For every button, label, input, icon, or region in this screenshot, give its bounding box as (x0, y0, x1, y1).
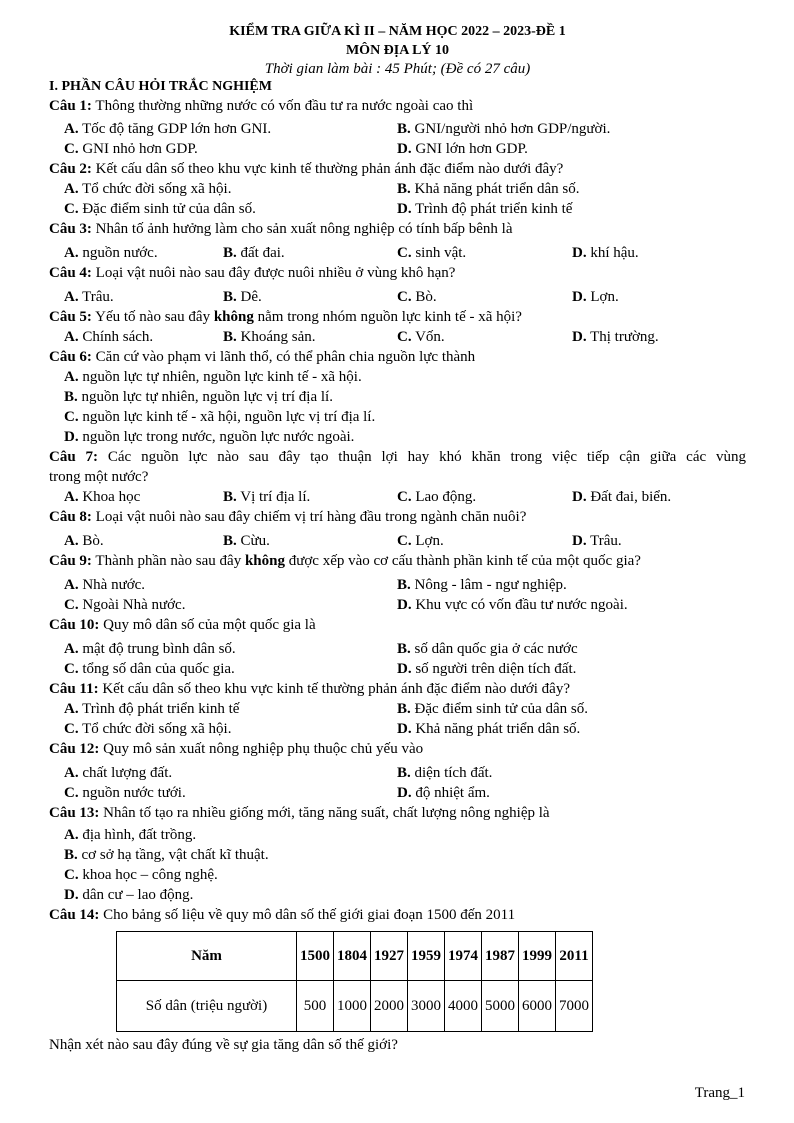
option-c[interactable]: C. tổng số dân của quốc gia. (64, 661, 235, 677)
option-b[interactable]: B. Cừu. (223, 533, 270, 549)
year-cell: 1999 (519, 932, 556, 981)
option-d[interactable]: D. Khu vực có vốn đầu tư nước ngoài. (397, 597, 628, 613)
question-8 (49, 507, 746, 527)
question-text: Kết cấu dân số theo khu vực kinh tế thường phản ánh đặc điểm nào dưới đây? (102, 681, 570, 697)
table-row (117, 981, 593, 1032)
option-a[interactable]: A. Tổ chức đời sống xã hội. (64, 181, 232, 197)
table-row (117, 932, 593, 981)
question-text: Thông thường những nước có vốn đầu tư ra nước ngoài cao thì (95, 98, 474, 114)
question-2 (49, 159, 746, 179)
option-a[interactable]: A. chất lượng đất. (64, 765, 173, 781)
option-d[interactable]: D. Đất đai, biển. (572, 489, 672, 505)
option-b[interactable]: B. diện tích đất. (397, 765, 493, 781)
option-c[interactable]: C. nguồn lực kinh tế - xã hội, nguồn lực vị trí địa lí. (64, 409, 376, 425)
option-b[interactable]: B. Nông - lâm - ngư nghiệp. (397, 577, 567, 593)
question-7 (49, 447, 746, 467)
year-cell: 1974 (445, 932, 482, 981)
options-row (49, 783, 746, 803)
option-b[interactable]: B. Khả năng phát triển dân số. (397, 181, 580, 197)
option-d[interactable]: D. Lợn. (572, 289, 619, 305)
option-a[interactable]: A. Khoa học (64, 489, 141, 505)
value-cell: 1000 (334, 981, 371, 1032)
question-label: Câu 12: (49, 741, 100, 757)
option-c[interactable]: C. Ngoài Nhà nước. (64, 597, 186, 613)
options-row (49, 699, 746, 719)
question-label: Câu 13: (49, 805, 100, 821)
option-c[interactable]: C. Tổ chức đời sống xã hội. (64, 721, 232, 737)
options-row (49, 639, 746, 659)
question-text: Kết cấu dân số theo khu vực kinh tế thường phản ánh đặc điểm nào dưới đây? (95, 161, 564, 177)
options-row (49, 179, 746, 199)
options-row (49, 327, 746, 347)
question-label: Câu 8: (49, 509, 92, 525)
question-12 (49, 739, 746, 759)
question-5: Câu 5: Yếu tố nào sau đây không nằm trong nhóm nguồn lực kinh tế - xã hội? (49, 309, 522, 325)
question-label: Câu 4: (49, 265, 92, 281)
options-row (49, 719, 746, 739)
option-c[interactable]: C. khoa học – công nghệ. (64, 867, 218, 883)
question-4 (49, 263, 746, 283)
value-cell: 3000 (408, 981, 445, 1032)
question-text: Loại vật nuôi nào sau đây chiếm vị trí hàng đầu trong ngành chăn nuôi? (95, 509, 527, 525)
options-row (49, 531, 746, 551)
question-14 (49, 905, 746, 925)
exam-page (49, 22, 746, 1055)
option-a[interactable]: A. Trình độ phát triển kinh tế (64, 701, 240, 717)
option-d[interactable]: D. số người trên diện tích đất. (397, 661, 577, 677)
option-c[interactable]: C. Lợn. (397, 533, 444, 549)
option-d[interactable]: D. Trình độ phát triển kinh tế (397, 201, 573, 217)
question-label: Câu 9: (49, 553, 92, 569)
question-13 (49, 803, 746, 823)
table-header-cell: Số dân (triệu người) (117, 981, 297, 1032)
question-7-continued: trong một nước? (49, 469, 149, 485)
question-label: Câu 10: (49, 617, 100, 633)
question-10 (49, 615, 746, 635)
option-a[interactable]: A. địa hình, đất trồng. (64, 827, 197, 843)
section-title: I. PHẦN CÂU HỎI TRẮC NGHIỆM (49, 79, 272, 94)
question-text: Quy mô sản xuất nông nghiệp phụ thuộc chủ yếu vào (103, 741, 424, 757)
options-row (49, 763, 746, 783)
year-cell: 1804 (334, 932, 371, 981)
value-cell: 4000 (445, 981, 482, 1032)
option-b[interactable]: B. đất đai. (223, 245, 285, 261)
options-row (49, 243, 746, 263)
question-9: Câu 9: Thành phần nào sau đây không được xếp vào cơ cấu thành phần kinh tế của một quốc gia? (49, 553, 641, 569)
option-b[interactable]: B. Dê. (223, 289, 262, 305)
year-cell: 1959 (408, 932, 445, 981)
option-a[interactable]: A. nguồn nước. (64, 245, 158, 261)
question-text: Loại vật nuôi nào sau đây được nuôi nhiều ở vùng khô hạn? (95, 265, 456, 281)
option-b[interactable]: B. cơ sở hạ tầng, vật chất kĩ thuật. (64, 847, 269, 863)
option-b[interactable]: B. số dân quốc gia ở các nước (397, 641, 578, 657)
question-text: Nhân tố tạo ra nhiều giống mới, tăng năng suất, chất lượng nông nghiệp là (103, 805, 550, 821)
question-text: Nhân tố ảnh hưởng làm cho sản xuất nông nghiệp có tính bấp bênh là (95, 221, 513, 237)
option-b[interactable]: B. Đặc điểm sinh tử của dân số. (397, 701, 589, 717)
question-text: Quy mô dân số của một quốc gia là (103, 617, 316, 633)
option-c[interactable]: C. sinh vật. (397, 245, 467, 261)
option-d[interactable]: D. Trâu. (572, 533, 622, 549)
question-label: Câu 3: (49, 221, 92, 237)
option-d[interactable]: D. dân cư – lao động. (64, 887, 194, 903)
option-a[interactable]: A. Chính sách. (64, 329, 154, 345)
question-label: Câu 11: (49, 681, 99, 697)
option-c[interactable]: C. Đặc điểm sinh tử của dân số. (64, 201, 256, 217)
option-a[interactable]: A. Trâu. (64, 289, 114, 305)
option-b[interactable]: B. GNI/người nhỏ hơn GDP/người. (397, 121, 611, 137)
year-cell: 1500 (297, 932, 334, 981)
option-a[interactable]: A. Tốc độ tăng GDP lớn hơn GNI. (64, 121, 272, 137)
option-b[interactable]: B. Khoáng sản. (223, 329, 316, 345)
options-row (49, 659, 746, 679)
option-c[interactable]: C. Vốn. (397, 329, 445, 345)
question-11 (49, 679, 746, 699)
page-number: Trang_1 (694, 1085, 745, 1101)
time-note: Thời gian làm bài : 45 Phút; (Đề có 27 câu) (264, 61, 531, 77)
year-cell: 2011 (556, 932, 593, 981)
value-cell: 2000 (371, 981, 408, 1032)
options-row (49, 487, 746, 507)
option-b[interactable]: B. Vị trí địa lí. (223, 489, 311, 505)
value-cell: 5000 (482, 981, 519, 1032)
emphasis-word: không (244, 553, 285, 569)
population-table (116, 931, 593, 1032)
option-d[interactable]: D. GNI lớn hơn GDP. (397, 141, 528, 157)
options-row (49, 119, 746, 139)
year-cell: 1927 (371, 932, 408, 981)
option-d[interactable]: D. nguồn lực trong nước, nguồn lực nước ngoài. (64, 429, 355, 445)
value-cell: 7000 (556, 981, 593, 1032)
question-label: Câu 2: (49, 161, 92, 177)
option-d[interactable]: D. Thị trường. (572, 329, 659, 345)
value-cell: 500 (297, 981, 334, 1032)
question-label: Câu 14: (49, 907, 100, 923)
question-text: Các nguồn lực nào sau đây tạo thuận lợi hay khó khăn trong việc tiếp cận giữa các vùng (107, 449, 747, 465)
question-label: Câu 7: (49, 449, 99, 465)
option-c[interactable]: C. Bò. (397, 289, 437, 305)
question-text: Căn cứ vào phạm vi lãnh thổ, có thể phân chia nguồn lực thành (95, 349, 476, 365)
option-a[interactable]: A. Bò. (64, 533, 104, 549)
option-a[interactable]: A. Nhà nước. (64, 577, 146, 593)
value-cell: 6000 (519, 981, 556, 1032)
option-d[interactable]: D. độ nhiệt ẩm. (397, 785, 490, 801)
options-row (49, 199, 746, 219)
question-3 (49, 219, 746, 239)
option-a[interactable]: A. nguồn lực tự nhiên, nguồn lực kinh tế - xã hội. (64, 369, 362, 385)
year-cell: 1987 (482, 932, 519, 981)
question-14-followup: Nhận xét nào sau đây đúng về sự gia tăng dân số thế giới? (49, 1037, 398, 1053)
option-c[interactable]: C. GNI nhỏ hơn GDP. (64, 141, 198, 157)
option-d[interactable]: D. khí hậu. (572, 245, 639, 261)
option-d[interactable]: D. Khả năng phát triển dân số. (397, 721, 581, 737)
question-label: Câu 5: (49, 309, 92, 325)
emphasis-word: không (213, 309, 254, 325)
question-label: Câu 6: (49, 349, 92, 365)
question-1 (49, 96, 746, 116)
exam-header (49, 22, 746, 78)
options-row (49, 139, 746, 159)
options-row (49, 595, 746, 615)
option-a[interactable]: A. mật độ trung bình dân số. (64, 641, 236, 657)
question-6 (49, 347, 746, 367)
option-b[interactable]: B. nguồn lực tự nhiên, nguồn lực vị trí địa lí. (64, 389, 333, 405)
option-c[interactable]: C. Lao động. (397, 489, 477, 505)
table-header-cell: Năm (117, 932, 297, 981)
options-row (49, 575, 746, 595)
question-label: Câu 1: (49, 98, 92, 114)
option-c[interactable]: C. nguồn nước tưới. (64, 785, 186, 801)
exam-title: KIỂM TRA GIỮA KÌ II – NĂM HỌC 2022 – 2023-ĐỀ 1 (229, 24, 566, 39)
subject-title: MÔN ĐỊA LÝ 10 (345, 43, 450, 58)
question-text: Cho bảng số liệu về quy mô dân số thế giới giai đoạn 1500 đến 2011 (103, 907, 516, 923)
options-row (49, 287, 746, 307)
